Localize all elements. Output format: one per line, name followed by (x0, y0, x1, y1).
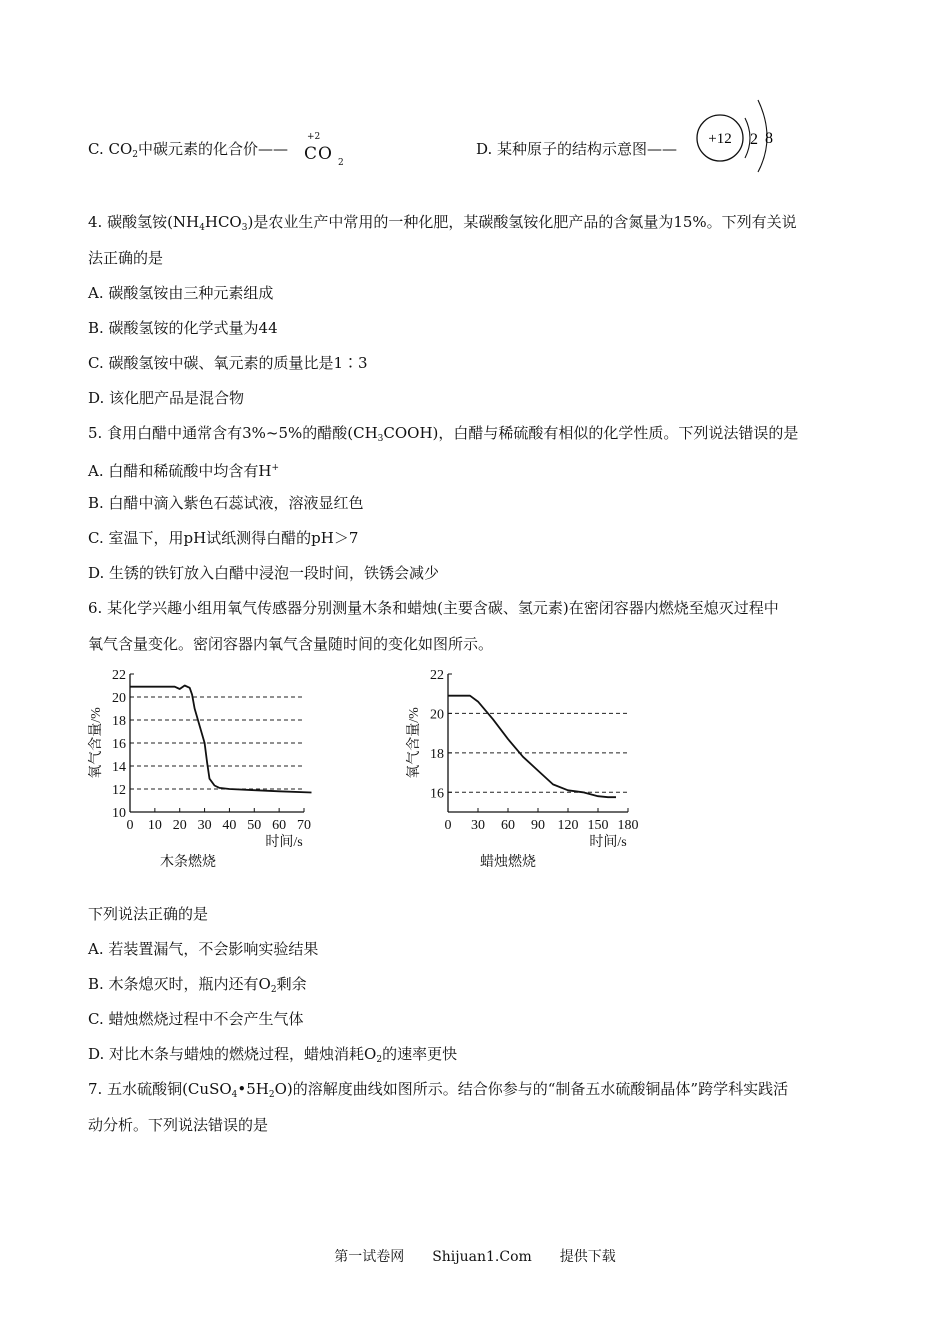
co2-formula (304, 132, 354, 172)
shell-2-count: 8 (765, 130, 773, 147)
x-axis-label: 时间/s (589, 835, 627, 850)
q6-option-b (88, 974, 307, 1000)
y-tick-label: 16 (112, 737, 126, 752)
q6-stem-line2: 氧气含量变化。密闭容器内氧气含量随时间的变化如图所示。 (88, 635, 494, 653)
chart-title: 蜡烛燃烧 (480, 855, 536, 870)
x-tick-label: 30 (471, 818, 485, 833)
q6-option-d (88, 1044, 457, 1070)
x-tick-label: 180 (617, 818, 639, 833)
x-tick-label: 0 (444, 818, 452, 833)
series-line (448, 696, 616, 798)
formula-text: CO (304, 144, 333, 164)
text-fragment: 4. 碳酸氢铵(NH (88, 213, 200, 231)
q6-stem-line1: 6. 某化学兴趣小组用氧气传感器分别测量木条和蜡烛(主要含碳、氢元素)在密闭容器内燃烧至熄灭过程中 (88, 599, 779, 617)
x-tick-label: 150 (587, 818, 609, 833)
footer-site-url: Shijuan1.Com (432, 1249, 532, 1265)
valence-label: +2 (307, 132, 321, 142)
option-d-line (476, 139, 677, 159)
subscript: 3 (377, 434, 384, 444)
wood-combustion-chart (80, 662, 330, 872)
y-tick-label: 22 (112, 668, 126, 683)
option-c-line (88, 139, 288, 165)
series-line (130, 686, 312, 793)
footer-site-name: 第一试卷网 (334, 1249, 405, 1265)
y-tick-label: 14 (112, 760, 126, 775)
q6-option-c: C. 蜡烛燃烧过程中不会产生气体 (88, 1010, 304, 1028)
y-axis-label: 氧气含量/% (407, 707, 422, 779)
text-fragment: O)的溶解度曲线如图所示。结合你参与的“制备五水硫酸铜晶体”跨学科实践活 (274, 1080, 789, 1098)
x-tick-label: 0 (126, 818, 134, 833)
y-tick-label: 20 (430, 707, 444, 723)
text-fragment: D. 对比木条与蜡烛的燃烧过程，蜡烛消耗O (88, 1045, 377, 1063)
x-tick-label: 20 (172, 818, 187, 833)
q4-option-b: B. 碳酸氢铵的化学式量为44 (88, 319, 278, 337)
text-fragment: )是农业生产中常用的一种化肥，某碳酸氢铵化肥产品的含氮量为15%。下列有关说 (247, 213, 797, 231)
shell-1-count: 2 (750, 131, 758, 148)
q5-option-a (88, 458, 279, 481)
text-fragment: 剩余 (276, 975, 307, 993)
text-fragment: •5H (237, 1080, 269, 1098)
y-tick-label: 10 (112, 806, 126, 821)
text-fragment: HCO (204, 213, 242, 231)
y-tick-label: 18 (430, 746, 444, 762)
subscript: 2 (338, 158, 344, 168)
text-fragment: D. 某种原子的结构示意图—— (476, 140, 678, 158)
x-tick-label: 70 (297, 818, 311, 833)
x-tick-label: 60 (272, 818, 287, 833)
y-tick-label: 22 (430, 668, 444, 683)
text-fragment: COOH)，白醋与稀硫酸有相似的化学性质。下列说法错误的是 (383, 424, 799, 442)
nucleus-label: +12 (708, 131, 732, 147)
x-tick-label: 40 (222, 818, 237, 833)
subscript: 2 (376, 1055, 383, 1065)
x-tick-label: 50 (247, 818, 262, 833)
q4-option-d: D. 该化肥产品是混合物 (88, 389, 245, 407)
atom-structure-diagram (692, 96, 782, 176)
q5-stem (88, 423, 798, 449)
q4-stem-line2: 法正确的是 (88, 249, 164, 267)
text-fragment: 5. 食用白醋中通常含有3%~5%的醋酸(CH (88, 424, 378, 442)
y-tick-label: 18 (112, 714, 126, 729)
superscript: + (271, 463, 279, 473)
q4-stem-line1 (88, 212, 797, 238)
text-fragment: 的速率更快 (382, 1045, 458, 1063)
y-tick-label: 16 (430, 786, 444, 802)
q6-option-a: A. 若装置漏气，不会影响实验结果 (88, 940, 319, 958)
page-footer (0, 1246, 950, 1266)
x-tick-label: 10 (147, 818, 162, 833)
y-axis-label: 氧气含量/% (89, 707, 104, 779)
q7-stem-line2: 动分析。下列说法错误的是 (88, 1116, 269, 1134)
q7-stem-line1 (88, 1079, 788, 1105)
x-tick-label: 120 (557, 818, 579, 833)
subscript: 4 (199, 223, 205, 233)
text-fragment: C. CO (88, 140, 133, 158)
subscript: 2 (132, 150, 138, 160)
q5-option-d: D. 生锈的铁钉放入白醋中浸泡一段时间，铁锈会减少 (88, 564, 440, 582)
subscript: 4 (231, 1090, 238, 1100)
candle-combustion-chart (398, 662, 658, 872)
x-axis-label: 时间/s (265, 835, 303, 850)
subscript: 2 (268, 1090, 275, 1100)
q4-option-c: C. 碳酸氢铵中碳、氧元素的质量比是1∶3 (88, 354, 368, 372)
text-fragment: A. 白醋和稀硫酸中均含有H (88, 462, 272, 480)
text-fragment: 中碳元素的化合价—— (138, 140, 289, 158)
y-tick-label: 20 (112, 691, 126, 706)
q5-option-b: B. 白醋中滴入紫色石蕊试液，溶液显红色 (88, 494, 364, 512)
q6-prompt: 下列说法正确的是 (88, 905, 209, 923)
q4-option-a: A. 碳酸氢铵由三种元素组成 (88, 284, 274, 302)
text-fragment: B. 木条熄灭时，瓶内还有O (88, 975, 271, 993)
footer-download-text: 提供下载 (559, 1249, 616, 1265)
x-tick-label: 90 (531, 818, 545, 833)
x-tick-label: 60 (501, 818, 515, 833)
chart-title: 木条燃烧 (160, 855, 216, 870)
q5-option-c: C. 室温下，用pH试纸测得白醋的pH＞7 (88, 529, 359, 547)
subscript: 3 (241, 223, 248, 233)
y-tick-label: 12 (112, 783, 126, 798)
subscript: 2 (270, 985, 277, 995)
text-fragment: 7. 五水硫酸铜(CuSO (88, 1080, 232, 1098)
x-tick-label: 30 (197, 818, 212, 833)
